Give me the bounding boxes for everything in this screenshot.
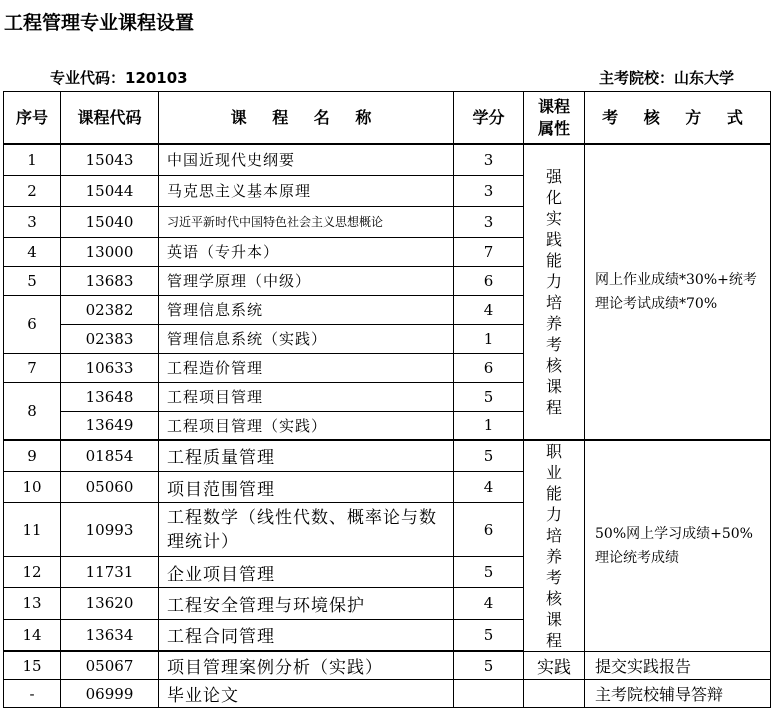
row-credit: 6 xyxy=(454,353,524,382)
row-seq: 11 xyxy=(4,503,61,557)
row-name: 马克思主义基本原理 xyxy=(159,175,454,206)
row-name: 习近平新时代中国特色社会主义思想概论 xyxy=(159,206,454,237)
row-seq: 14 xyxy=(4,619,61,650)
row-credit: 5 xyxy=(454,619,524,650)
row-credit: 3 xyxy=(454,206,524,237)
row-seq: - xyxy=(4,680,61,708)
practice-course-method: 提交实践报告 xyxy=(585,652,771,680)
row-name: 工程安全管理与环境保护 xyxy=(159,588,454,619)
row-code: 15044 xyxy=(61,175,159,206)
row-seq: 4 xyxy=(4,237,61,266)
row-name: 工程造价管理 xyxy=(159,353,454,382)
row-code: 13000 xyxy=(61,237,159,266)
practice-course-attr: 实践 xyxy=(524,652,585,680)
row-seq: 7 xyxy=(4,353,61,382)
row-code: 10633 xyxy=(61,353,159,382)
table-header-row xyxy=(4,92,771,145)
row-name: 管理学原理（中级） xyxy=(159,266,454,295)
row-code: 13620 xyxy=(61,588,159,619)
row-code: 13649 xyxy=(61,411,159,440)
row-seq: 12 xyxy=(4,556,61,587)
practice-method-cell: 网上作业成绩*30%+统考理论考试成绩*70% xyxy=(585,144,771,440)
row-name: 工程质量管理 xyxy=(159,440,454,471)
row-credit: 1 xyxy=(454,411,524,440)
row-code: 01854 xyxy=(61,440,159,471)
header-credit: 学分 xyxy=(454,92,524,145)
row-code: 13648 xyxy=(61,382,159,411)
row-code: 15043 xyxy=(61,144,159,175)
page-title: 工程管理专业课程设置 xyxy=(4,12,195,34)
row-credit: 6 xyxy=(454,266,524,295)
row-code: 10993 xyxy=(61,503,159,557)
row-credit: 3 xyxy=(454,175,524,206)
header-course-code: 课程代码 xyxy=(61,92,159,145)
row-credit: 5 xyxy=(454,556,524,587)
major-code: 专业代码：120103 xyxy=(50,69,188,87)
career-attr-cell: 职业能力培养考核课程 xyxy=(524,440,585,652)
row-name: 中国近现代史纲要 xyxy=(159,144,454,175)
practice-attr-cell: 强化实践能力培养考核课程 xyxy=(524,144,585,440)
row-credit: 7 xyxy=(454,237,524,266)
row-seq: 6 xyxy=(4,295,61,353)
row-name: 管理信息系统 xyxy=(159,295,454,324)
row-credit: 5 xyxy=(454,382,524,411)
row-credit: 4 xyxy=(454,471,524,502)
row-name: 企业项目管理 xyxy=(159,556,454,587)
row-credit: 4 xyxy=(454,588,524,619)
row-name: 项目范围管理 xyxy=(159,471,454,502)
row-name: 毕业论文 xyxy=(159,680,454,708)
header-course-name: 课 程 名 称 xyxy=(159,92,454,145)
table-row xyxy=(4,440,771,471)
row-seq: 9 xyxy=(4,440,61,471)
row-seq: 5 xyxy=(4,266,61,295)
row-code: 05060 xyxy=(61,471,159,502)
row-code: 13683 xyxy=(61,266,159,295)
row-code: 02382 xyxy=(61,295,159,324)
row-seq: 15 xyxy=(4,652,61,680)
row-credit: 1 xyxy=(454,324,524,353)
row-code: 02383 xyxy=(61,324,159,353)
row-name: 工程数学（线性代数、概率论与数理统计） xyxy=(159,503,454,557)
header-seq: 序号 xyxy=(4,92,61,145)
row-name: 英语（专升本） xyxy=(159,237,454,266)
row-code: 15040 xyxy=(61,206,159,237)
row-credit: 3 xyxy=(454,144,524,175)
row-code: 13634 xyxy=(61,619,159,650)
row-credit: 5 xyxy=(454,440,524,471)
row-seq: 10 xyxy=(4,471,61,502)
header-method: 考 核 方 式 xyxy=(585,92,771,145)
row-credit: 6 xyxy=(454,503,524,557)
career-method-cell: 50%网上学习成绩+50%理论统考成绩 xyxy=(585,440,771,652)
thesis-method: 主考院校辅导答辩 xyxy=(585,680,771,708)
row-code: 06999 xyxy=(61,680,159,708)
row-seq: 1 xyxy=(4,144,61,175)
row-credit xyxy=(454,680,524,708)
table-row xyxy=(4,652,771,680)
row-name: 管理信息系统（实践） xyxy=(159,324,454,353)
row-code: 05067 xyxy=(61,652,159,680)
header-attr: 课程属性 xyxy=(524,92,585,145)
row-name: 工程项目管理 xyxy=(159,382,454,411)
row-credit: 5 xyxy=(454,652,524,680)
row-seq: 8 xyxy=(4,382,61,440)
row-seq: 3 xyxy=(4,206,61,237)
course-table xyxy=(3,91,771,708)
row-name: 工程合同管理 xyxy=(159,619,454,650)
row-credit: 4 xyxy=(454,295,524,324)
row-name: 工程项目管理（实践） xyxy=(159,411,454,440)
row-code: 11731 xyxy=(61,556,159,587)
row-seq: 2 xyxy=(4,175,61,206)
row-name: 项目管理案例分析（实践） xyxy=(159,652,454,680)
table-row xyxy=(4,144,771,175)
table-row xyxy=(4,680,771,708)
thesis-attr xyxy=(524,680,585,708)
main-school: 主考院校：山东大学 xyxy=(598,69,734,87)
row-seq: 13 xyxy=(4,588,61,619)
